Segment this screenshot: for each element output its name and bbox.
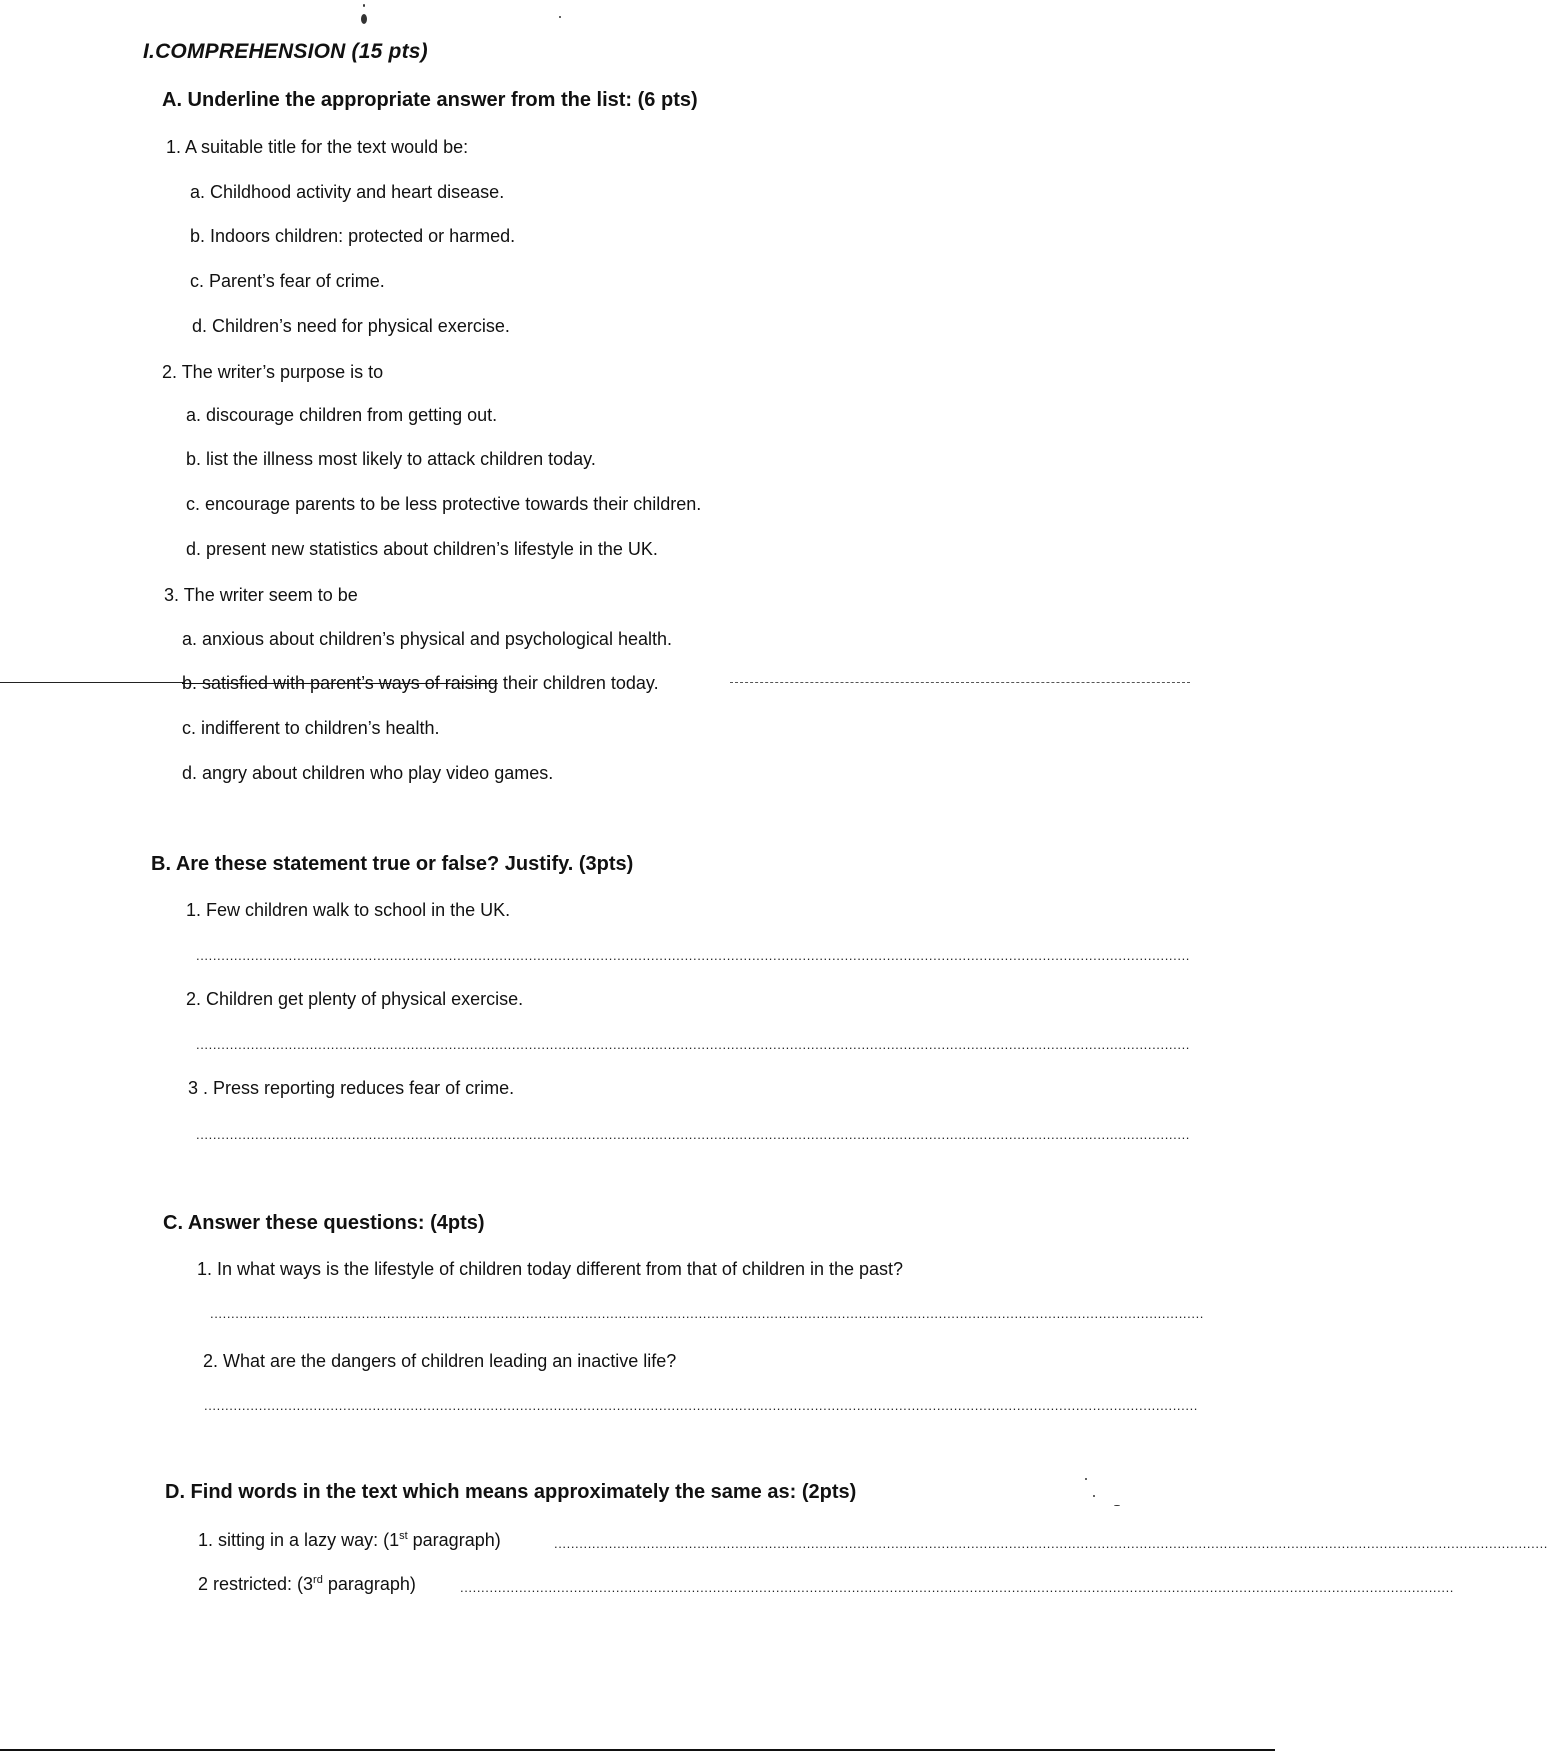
question-a2-option-c: c. encourage parents to be less protective towards their children. [186,494,702,514]
word-d2-ordinal: rd [313,1574,323,1586]
question-c2: 2. What are the dangers of children leading an inactive life? [203,1351,677,1371]
word-d2 [198,1574,416,1595]
question-a3-stem: 3. The writer seem to be [164,585,358,605]
statement-b1: 1. Few children walk to school in the UK. [186,900,511,920]
struck-line-right [730,682,1190,683]
scan-speck [1085,1478,1087,1480]
statement-b3: 3 . Press reporting reduces fear of crime. [188,1078,515,1098]
answer-line-b3[interactable]: ............................................................................................................................................................................................................................................ [196,1127,1190,1142]
section-c-heading: C. Answer these questions: (4pts) [163,1212,485,1234]
page-title: I.COMPREHENSION (15 pts) [143,40,428,63]
question-a2-option-a: a. discourage children from getting out. [186,405,498,425]
word-d2-suffix: paragraph) [322,1574,416,1594]
word-d1 [198,1530,501,1551]
scan-speck [1114,1505,1120,1506]
question-a1-option-c: c. Parent’s fear of crime. [190,271,385,291]
answer-line-d2[interactable]: ............................................................................................................................................................................................................................................ [460,1580,1454,1595]
question-a3-option-a: a. anxious about children’s physical and psychological health. [182,629,672,649]
struck-line-left [0,682,184,683]
section-a-heading: A. Underline the appropriate answer from the list: (6 pts) [162,89,698,111]
question-a1-option-a: a. Childhood activity and heart disease. [190,182,505,202]
section-b-heading: B. Are these statement true or false? Justify. (3pts) [151,853,634,875]
question-a2-option-b: b. list the illness most likely to attack children today. [186,449,596,469]
answer-line-c2[interactable]: ............................................................................................................................................................................................................................................ [204,1398,1198,1413]
word-d1-prefix: 1. sitting in a lazy way: (1 [198,1530,400,1550]
question-a1-option-b: b. Indoors children: protected or harmed. [190,226,516,246]
word-d2-prefix: 2 restricted: (3 [198,1574,314,1594]
word-d1-ordinal: st [399,1530,408,1542]
answer-line-d1[interactable]: ............................................................................................................................................................................................................................................ [554,1536,1548,1551]
footer-rule [0,1749,1275,1751]
question-c1: 1. In what ways is the lifestyle of children today different from that of children in the past? [197,1259,904,1279]
question-a1-option-d: d. Children’s need for physical exercise. [192,316,510,336]
scan-speck [559,16,561,18]
question-a3-option-b [182,673,659,694]
scan-speck [363,4,365,7]
question-a1-stem: 1. A suitable title for the text would be: [166,137,469,157]
question-a3-option-d: d. angry about children who play video games. [182,763,554,783]
scan-speck [1093,1495,1095,1497]
question-a3-option-c: c. indifferent to children’s health. [182,718,440,738]
answer-line-b1[interactable]: ............................................................................................................................................................................................................................................ [196,948,1190,963]
answer-line-c1[interactable]: ............................................................................................................................................................................................................................................ [210,1306,1204,1321]
scan-speck [361,14,367,24]
question-a3-option-b-struck: b. satisfied with parent’s ways of raising [182,673,498,693]
answer-line-b2[interactable]: ............................................................................................................................................................................................................................................ [196,1037,1190,1052]
section-d-heading: D. Find words in the text which means approximately the same as: (2pts) [165,1481,857,1503]
statement-b2: 2. Children get plenty of physical exercise. [186,989,524,1009]
question-a2-stem: 2. The writer’s purpose is to [162,362,384,382]
question-a2-option-d: d. present new statistics about children’s lifestyle in the UK. [186,539,658,559]
question-a3-option-b-rest: their children today. [497,673,659,693]
word-d1-suffix: paragraph) [407,1530,501,1550]
